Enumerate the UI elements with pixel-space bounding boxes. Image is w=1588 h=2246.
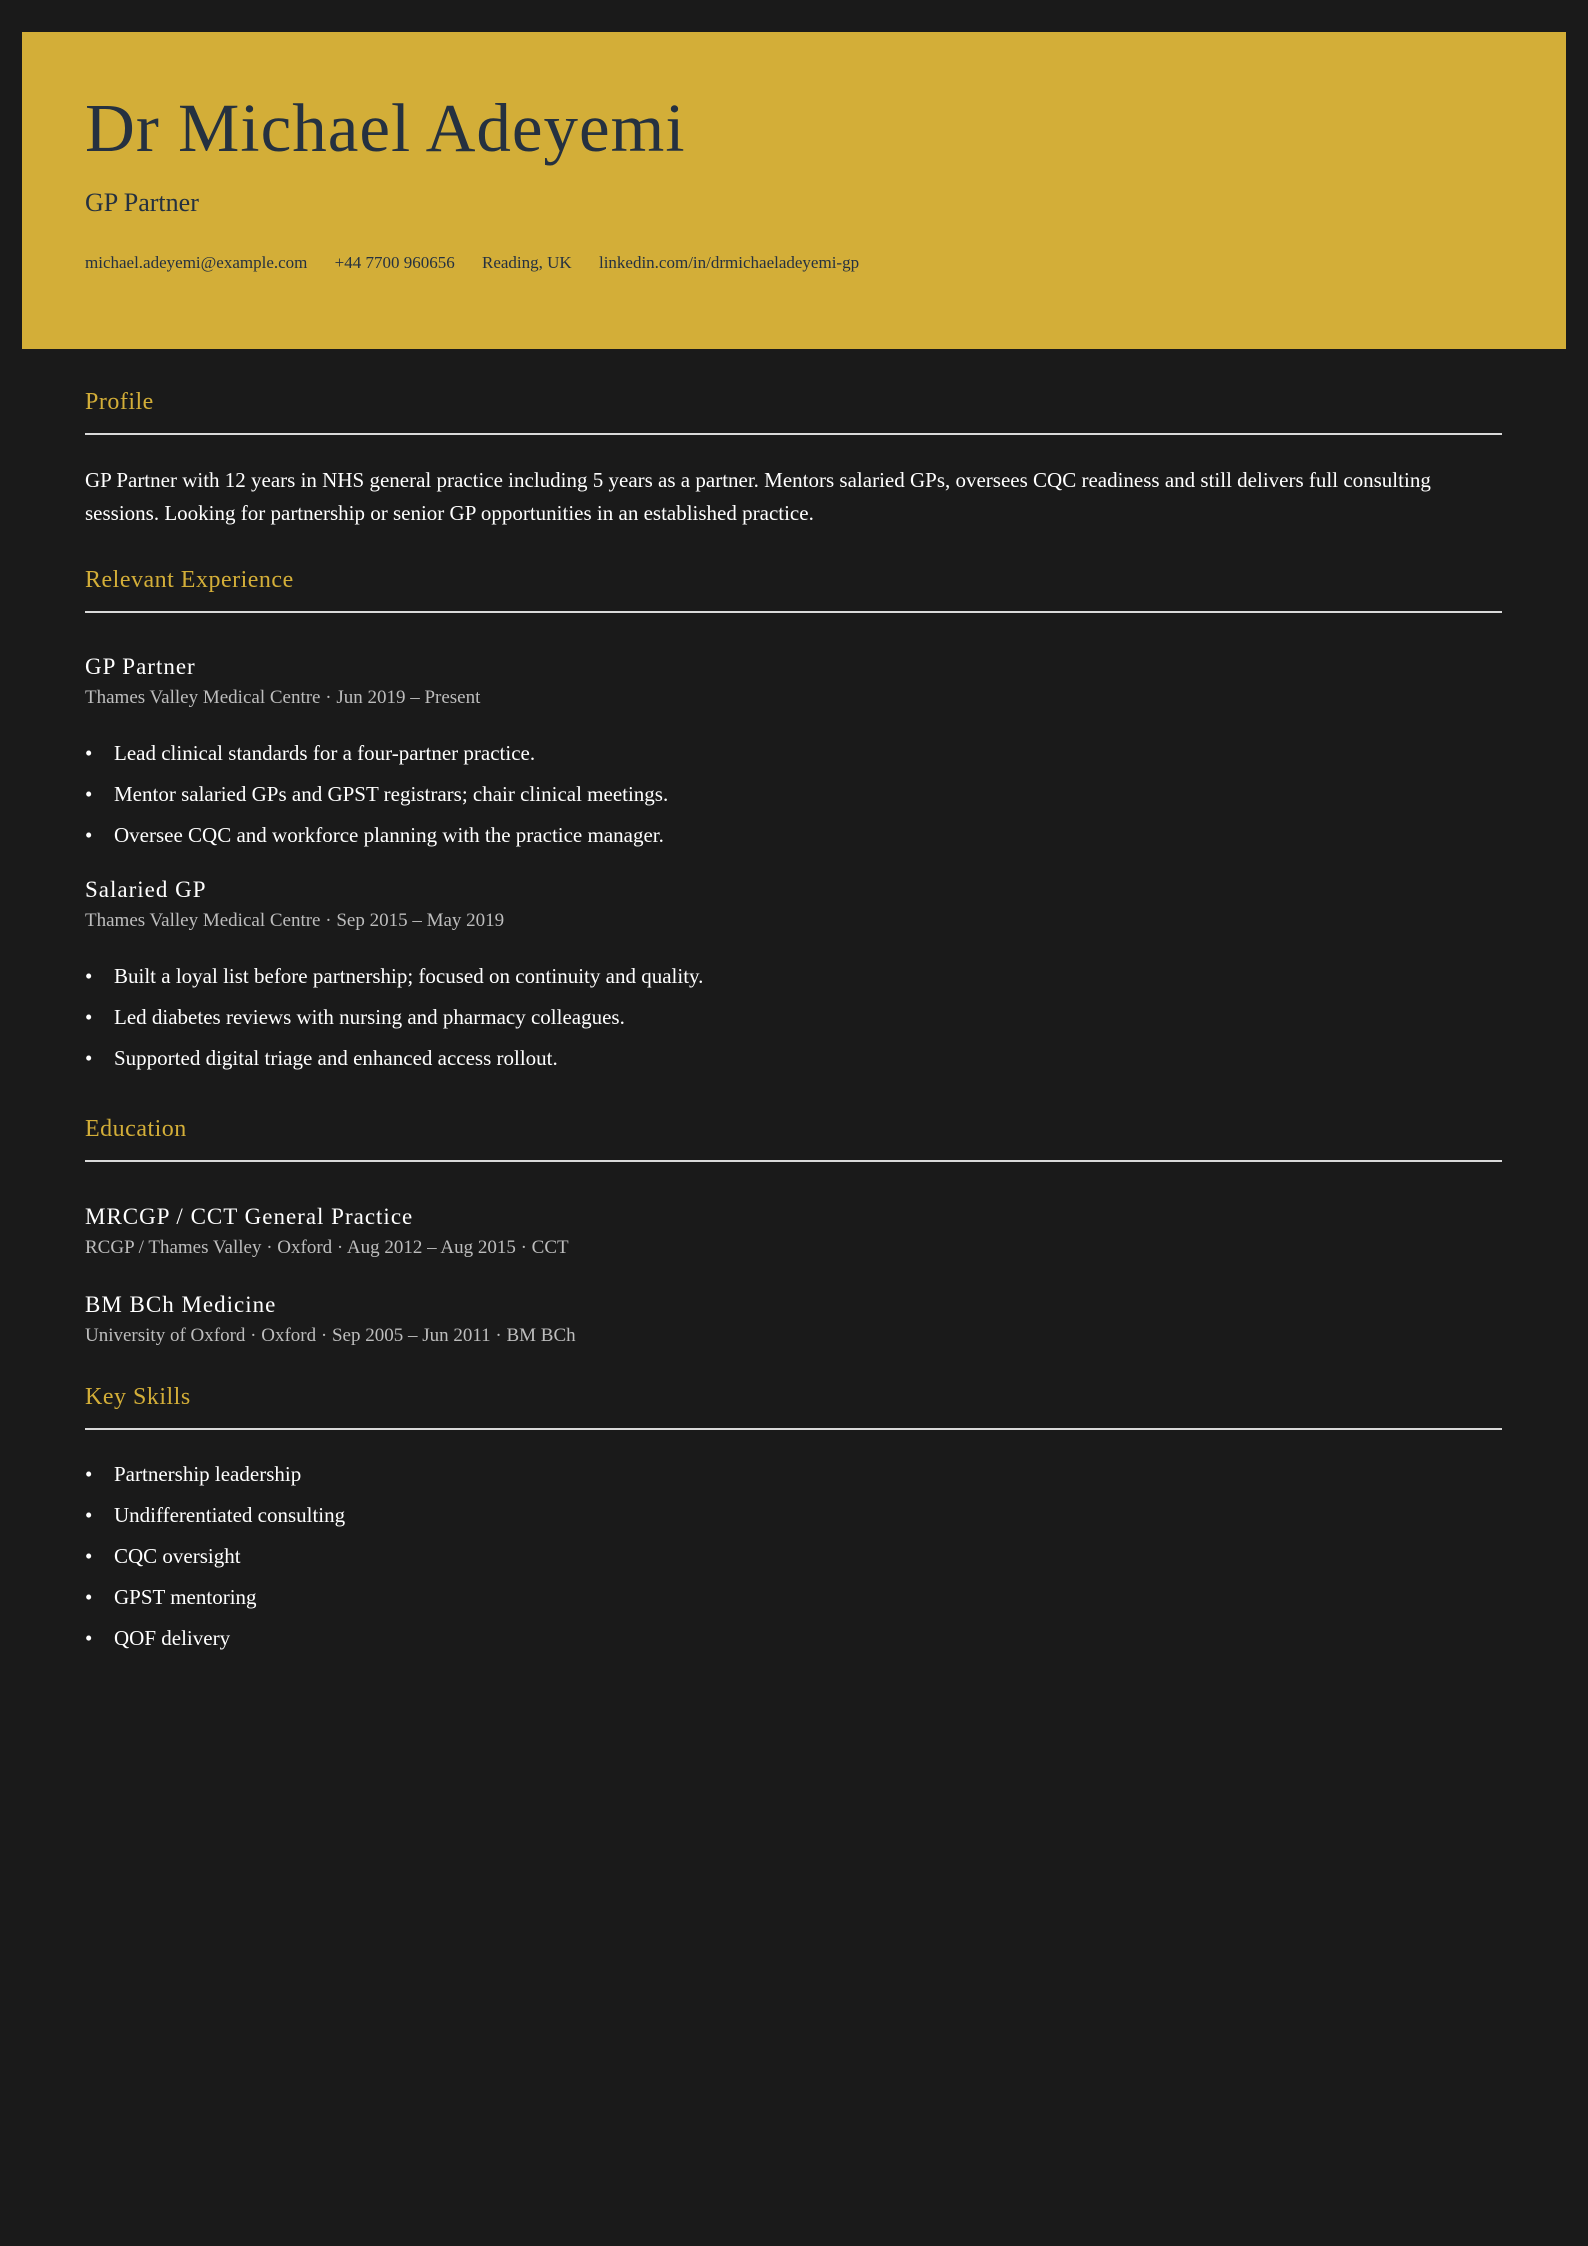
- bullet-icon: •: [85, 963, 93, 988]
- bullet-item: [85, 956, 1502, 997]
- bullet-item: [85, 997, 1502, 1038]
- experience-entry: [85, 655, 1502, 856]
- contact-email[interactable]: michael.adeyemi@example.com: [85, 253, 308, 272]
- skill-item: [85, 1454, 1502, 1495]
- bullet-item: [85, 815, 1502, 856]
- skill-text: QOF delivery: [114, 1625, 231, 1650]
- qualification-title: BM BCh Medicine: [85, 1291, 277, 1317]
- bullet-text: Mentor salaried GPs and GPST registrars; chair clinical meetings.: [114, 781, 669, 806]
- skill-item: [85, 1495, 1502, 1536]
- bullet-icon: •: [85, 1584, 93, 1609]
- skill-item: [85, 1536, 1502, 1577]
- skill-item: [85, 1577, 1502, 1618]
- contact-phone[interactable]: +44 7700 960656: [334, 253, 455, 272]
- skills-section: [85, 1385, 1502, 1659]
- section-divider: [85, 1428, 1502, 1430]
- section-divider: [85, 611, 1502, 613]
- section-heading-experience: Relevant Experience: [85, 567, 294, 593]
- bullet-item: [85, 774, 1502, 815]
- bullet-icon: •: [85, 781, 93, 806]
- bullet-item: [85, 733, 1502, 774]
- bullet-text: Lead clinical standards for a four-partner practice.: [114, 740, 536, 765]
- bullet-icon: •: [85, 1543, 93, 1568]
- skill-text: GPST mentoring: [114, 1584, 257, 1609]
- bullet-text: Oversee CQC and workforce planning with the practice manager.: [114, 822, 664, 847]
- contact-line: [85, 254, 882, 271]
- bullet-item: [85, 1038, 1502, 1079]
- job-title: GP Partner: [85, 188, 199, 217]
- qualification-meta: RCGP / Thames Valley · Oxford · Aug 2012 – Aug 2015 · CCT: [85, 1236, 569, 1258]
- section-heading-skills: Key Skills: [85, 1383, 191, 1410]
- bullet-icon: •: [85, 1004, 93, 1029]
- qualification-title: MRCGP / CCT General Practice: [85, 1203, 414, 1229]
- bullet-text: Built a loyal list before partnership; focused on continuity and quality.: [114, 963, 704, 988]
- resume-body: [85, 390, 1502, 1659]
- section-divider: [85, 433, 1502, 435]
- section-divider: [85, 1160, 1502, 1162]
- section-heading-profile: Profile: [85, 389, 154, 415]
- contact-linkedin[interactable]: linkedin.com/in/drmichaeladeyemi-gp: [598, 253, 860, 272]
- role-bullets: [85, 733, 1502, 856]
- skill-text: Undifferentiated consulting: [114, 1502, 346, 1527]
- bullet-icon: •: [85, 1502, 93, 1527]
- role-title: GP Partner: [85, 654, 196, 679]
- bullet-text: Supported digital triage and enhanced access rollout.: [114, 1045, 558, 1070]
- role-title: Salaried GP: [85, 876, 207, 902]
- profile-section: [85, 390, 1502, 530]
- skill-item: [85, 1618, 1502, 1659]
- role-meta: Thames Valley Medical Centre · Jun 2019 – Present: [85, 687, 481, 708]
- role-bullets: [85, 956, 1502, 1079]
- candidate-name: Dr Michael Adeyemi: [85, 90, 686, 166]
- contact-location: Reading, UK: [482, 253, 572, 272]
- bullet-icon: •: [85, 822, 93, 847]
- skill-text: Partnership leadership: [114, 1461, 302, 1486]
- experience-section: [85, 568, 1502, 1079]
- skill-text: CQC oversight: [114, 1543, 241, 1568]
- bullet-icon: •: [85, 740, 93, 765]
- education-entry: [85, 1293, 1502, 1347]
- bullet-icon: •: [85, 1461, 93, 1486]
- bullet-text: Led diabetes reviews with nursing and pharmacy colleagues.: [114, 1004, 625, 1029]
- education-section: [85, 1117, 1502, 1347]
- education-entry: [85, 1205, 1502, 1259]
- role-meta: Thames Valley Medical Centre · Sep 2015 – May 2019: [85, 909, 505, 931]
- bullet-icon: •: [85, 1625, 93, 1650]
- profile-summary: GP Partner with 12 years in NHS general practice including 5 years as a partner. Mentors salaried GPs, oversees CQC readiness and still delivers full consulting sessions. Looking for partnership or senior GP opportunities in an established practice.: [85, 468, 1431, 525]
- experience-entry: [85, 878, 1502, 1079]
- qualification-meta: University of Oxford · Oxford · Sep 2005 – Jun 2011 · BM BCh: [85, 1324, 576, 1346]
- section-heading-education: Education: [85, 1115, 187, 1142]
- header-band: [22, 32, 1566, 349]
- skills-list: [85, 1454, 1502, 1659]
- bullet-icon: •: [85, 1045, 93, 1070]
